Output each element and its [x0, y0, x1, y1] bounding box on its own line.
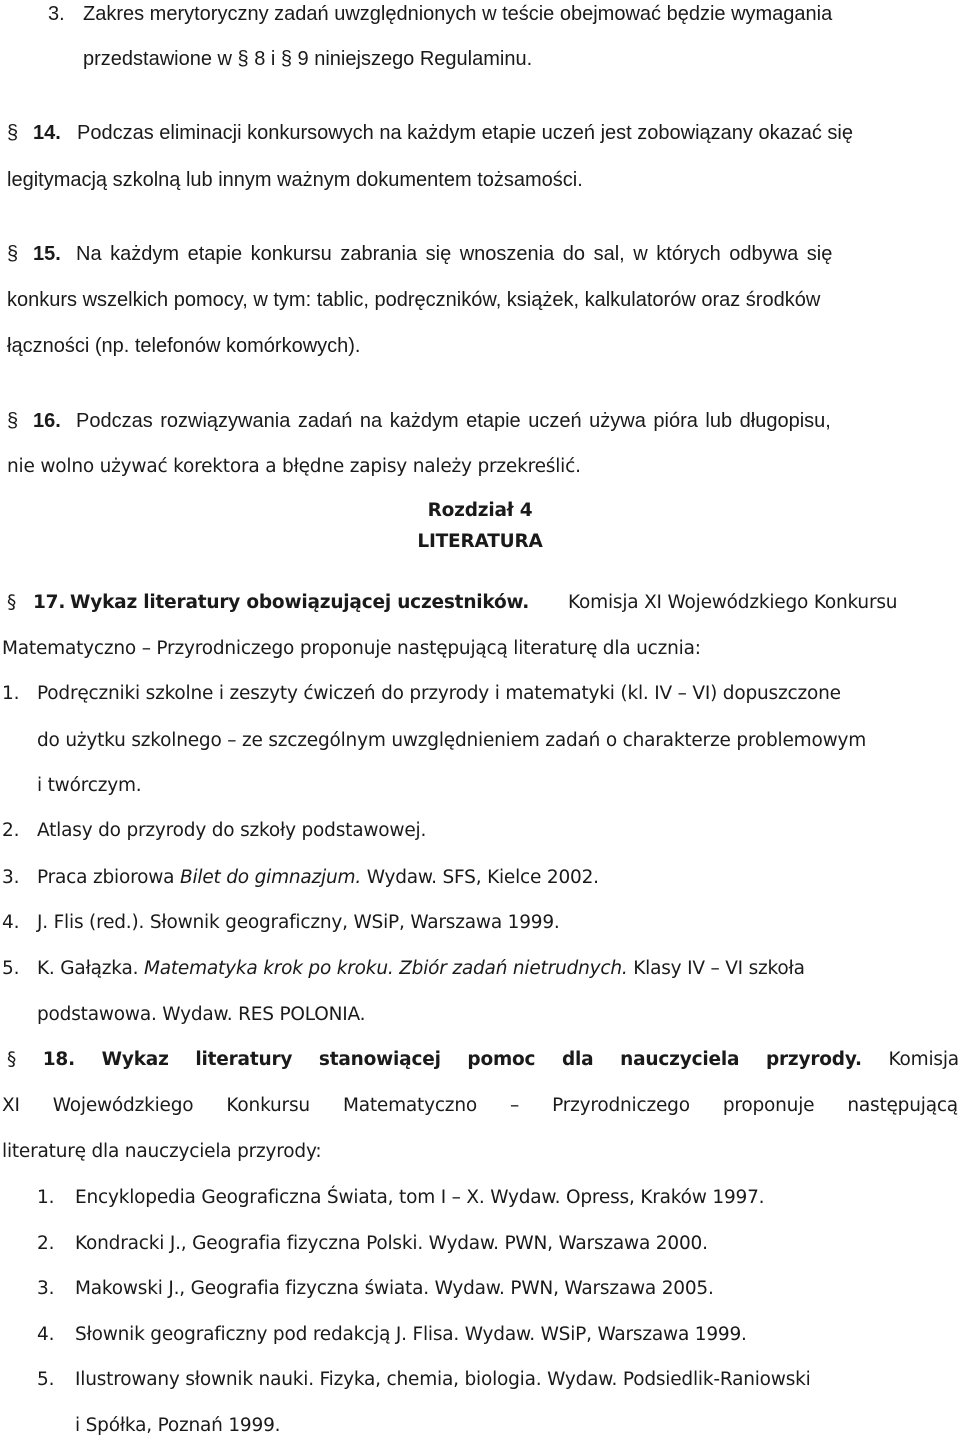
s16-text2: nie wolno używać korektora a błędne zapisy należy przekreślić. — [7, 456, 581, 477]
word: następującą — [847, 1095, 958, 1116]
list-item-text: Słownik geograficzny pod redakcją J. Flisa. Wydaw. WSiP, Warszawa 1999. — [75, 1324, 747, 1345]
paragraph-sign: § — [7, 592, 17, 613]
paragraph-sign: § — [7, 410, 19, 432]
word: Konkursu — [226, 1095, 310, 1116]
s14-number: 14. — [33, 122, 61, 144]
item-post: Klasy IV – VI szkoła — [627, 958, 805, 979]
word: Wojewódzkiego — [52, 1095, 194, 1116]
s17-text2: Matematyczno – Przyrodniczego proponuje następującą literaturę dla ucznia: — [2, 638, 701, 659]
list-item-text: Ilustrowany słownik nauki. Fizyka, chemia, biologia. Wydaw. Podsiedlik-Raniowski — [75, 1369, 811, 1390]
item-post: Wydaw. SFS, Kielce 2002. — [361, 867, 599, 888]
list-item-text: Atlasy do przyrody do szkoły podstawowej. — [37, 820, 427, 841]
item-pre: Praca zbiorowa — [37, 867, 180, 888]
book-title: Bilet do gimnazjum. — [179, 867, 362, 888]
list-item-text: i twórczym. — [37, 775, 142, 796]
s15-text1: Na każdym etapie konkursu zabrania się wnoszenia do sal, w których odbywa się — [76, 243, 833, 265]
item3-text2: przedstawione w § 8 i § 9 niniejszego Regulaminu. — [83, 48, 533, 70]
word: Matematyczno — [342, 1095, 477, 1116]
list-number: 1. — [37, 1187, 55, 1208]
list-number: 4. — [2, 912, 20, 933]
list-item-text: Podręczniki szkolne i zeszyty ćwiczeń do przyrody i matematyki (kl. IV – VI) dopuszczone — [37, 683, 841, 704]
chapter-subtitle: LITERATURA — [417, 531, 543, 552]
s18-text3: literaturę dla nauczyciela przyrody: — [2, 1141, 322, 1162]
list-item-text: Makowski J., Geografia fizyczna świata. Wydaw. PWN, Warszawa 2005. — [75, 1278, 714, 1299]
list-number: 4. — [37, 1324, 55, 1345]
list-number: 2. — [37, 1233, 55, 1254]
book-title: Matematyka krok po kroku. Zbiór zadań nietrudnych. — [143, 958, 628, 979]
s17-heading: Wykaz literatury obowiązującej uczestników. — [70, 592, 530, 613]
word: Przyrodniczego — [552, 1095, 690, 1116]
word: proponuje — [722, 1095, 815, 1116]
heading-word: pomoc — [467, 1049, 536, 1070]
s14-text1: Podczas eliminacji konkursowych na każdym etapie uczeń jest zobowiązany okazać się — [77, 122, 853, 144]
list-number: 2. — [2, 820, 20, 841]
word: – — [509, 1095, 520, 1116]
chapter-title: Rozdział 4 — [427, 500, 533, 521]
list-number: 5. — [37, 1369, 55, 1390]
s18-line2-justified — [2, 1092, 958, 1120]
heading-word: nauczyciela — [620, 1049, 740, 1070]
list-item-text — [37, 864, 599, 892]
s18-number: 18. — [42, 1049, 75, 1070]
s15-number: 15. — [33, 243, 61, 265]
item3-number: 3. — [48, 3, 65, 25]
list-item-text: do użytku szkolnego – ze szczególnym uwzględnieniem zadań o charakterze problemowym — [37, 730, 867, 751]
list-number: 3. — [37, 1278, 55, 1299]
item3-text: Zakres merytoryczny zadań uwzględnionych w teście obejmować będzie wymagania — [83, 3, 833, 25]
s16-text1: Podczas rozwiązywania zadań na każdym etapie uczeń używa pióra lub długopisu, — [76, 410, 831, 432]
paragraph-sign: § — [7, 243, 19, 265]
s14-text2: legitymacją szkolną lub innym ważnym dokumentem tożsamości. — [7, 169, 583, 191]
heading-word: przyrody. — [765, 1049, 862, 1070]
s15-text2: konkurs wszelkich pomocy, w tym: tablic, podręczników, książek, kalkulatorów oraz środków — [7, 289, 821, 311]
list-item-text — [37, 955, 805, 983]
list-item-text: i Spółka, Poznań 1999. — [75, 1415, 281, 1436]
s17-number: 17. — [33, 592, 66, 613]
list-number: 1. — [2, 683, 20, 704]
heading-word: stanowiącej — [318, 1049, 441, 1070]
s16-number: 16. — [33, 410, 61, 432]
heading-word: dla — [562, 1049, 594, 1070]
list-item-text: Encyklopedia Geograficzna Świata, tom I – X. Wydaw. Opress, Kraków 1997. — [75, 1187, 765, 1208]
list-item-text: Kondracki J., Geografia fizyczna Polski. Wydaw. PWN, Warszawa 2000. — [75, 1233, 708, 1254]
paragraph-sign: § — [7, 1049, 17, 1070]
paragraph-sign: § — [7, 122, 19, 144]
heading-tail: Komisja — [888, 1049, 959, 1070]
s17-text1: Komisja XI Wojewódzkiego Konkursu — [568, 592, 898, 613]
list-number: 3. — [2, 867, 20, 888]
heading-word: Wykaz — [101, 1049, 169, 1070]
list-item-text: podstawowa. Wydaw. RES POLONIA. — [37, 1004, 366, 1025]
heading-word: literatury — [195, 1049, 293, 1070]
item-pre: K. Gałązka. — [37, 958, 144, 979]
s15-text3: łączności (np. telefonów komórkowych). — [7, 335, 361, 357]
word: XI — [2, 1095, 20, 1116]
list-item-text: J. Flis (red.). Słownik geograficzny, WSiP, Warszawa 1999. — [37, 912, 560, 933]
s18-line1-justified — [7, 1046, 959, 1074]
list-number: 5. — [2, 958, 20, 979]
